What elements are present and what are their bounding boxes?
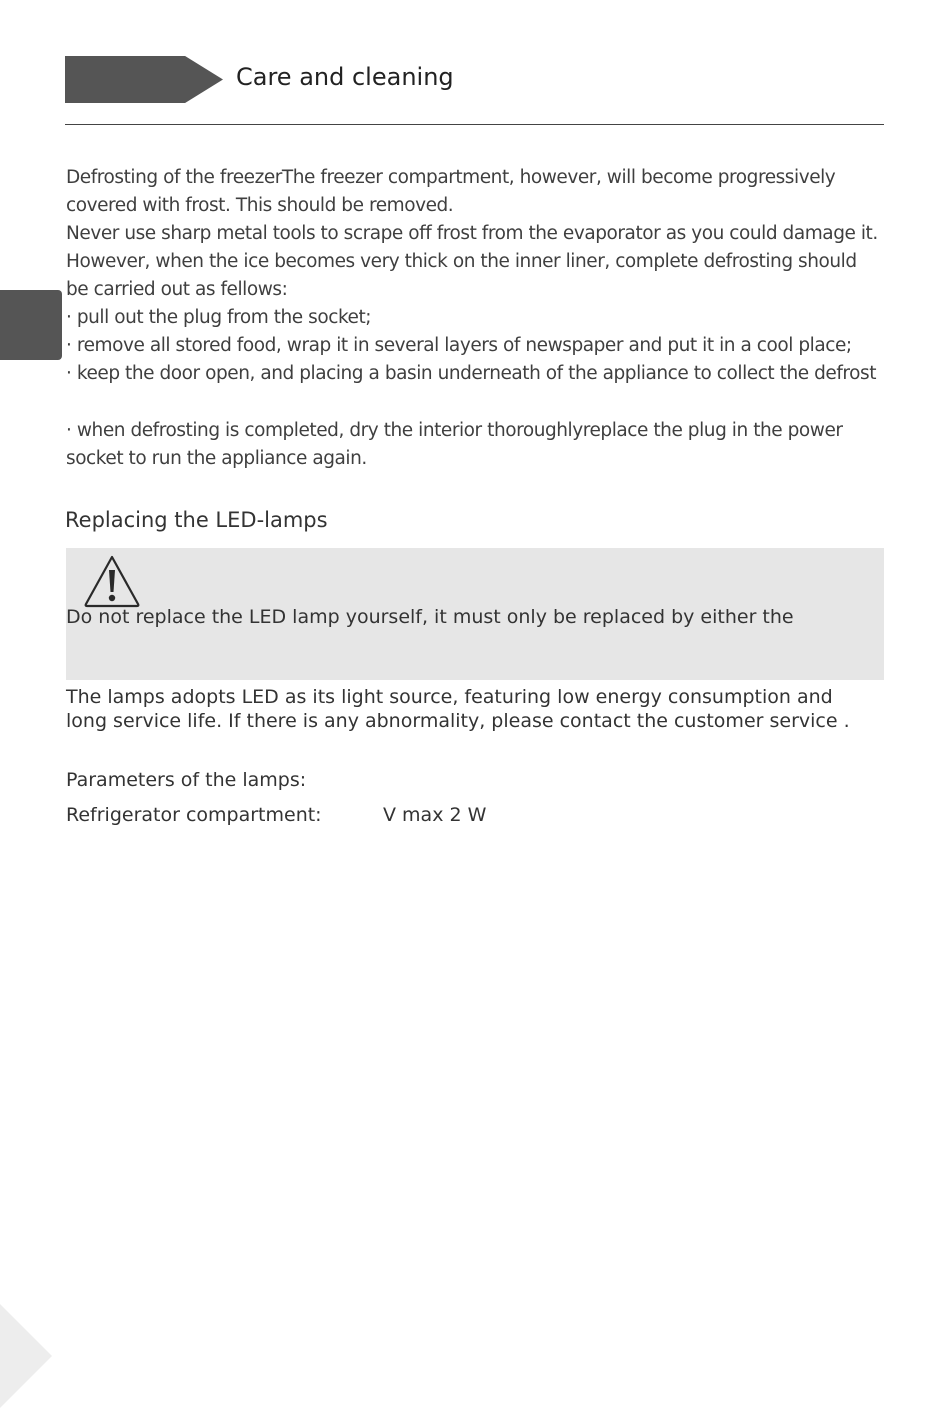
parameters-label: Parameters of the lamps: — [66, 769, 307, 791]
defrost-line: Defrosting of the freezerThe freezer compartment, however, will become progressively — [66, 167, 836, 188]
defrost-step: · when defrosting is completed, dry the interior thoroughlyreplace the plug in the power — [66, 420, 843, 441]
corner-decoration — [0, 1300, 52, 1412]
defrost-line: Never use sharp metal tools to scrape off frost from the evaporator as you could damage it. — [66, 223, 878, 244]
warning-text: Do not replace the LED lamp yourself, it must only be replaced by either the — [66, 606, 794, 628]
warning-triangle-icon — [83, 554, 141, 608]
defrost-line: covered with frost. This should be removed. — [66, 195, 454, 216]
parameter-value: V max 2 W — [383, 804, 487, 826]
side-chapter-tab — [0, 290, 62, 360]
defrost-step: · remove all stored food, wrap it in several layers of newspaper and put it in a cool place; — [66, 335, 852, 356]
section-header-arrow — [65, 56, 223, 103]
defrost-line: socket to run the appliance again. — [66, 448, 367, 469]
header-divider — [65, 124, 884, 125]
led-description-line: long service life. If there is any abnormality, please contact the customer service . — [66, 710, 850, 732]
warning-box — [66, 548, 884, 680]
parameter-name: Refrigerator compartment: — [66, 804, 322, 826]
led-description-line: The lamps adopts LED as its light source, featuring low energy consumption and — [66, 686, 833, 708]
defrost-step: · keep the door open, and placing a basin underneath of the appliance to collect the defrost — [66, 363, 876, 384]
defrost-line: be carried out as fellows: — [66, 279, 288, 300]
led-section-heading: Replacing the LED-lamps — [65, 508, 328, 532]
defrost-line: However, when the ice becomes very thick on the inner liner, complete defrosting should — [66, 251, 857, 272]
page-title: Care and cleaning — [236, 63, 454, 91]
defrost-step: · pull out the plug from the socket; — [66, 307, 372, 328]
